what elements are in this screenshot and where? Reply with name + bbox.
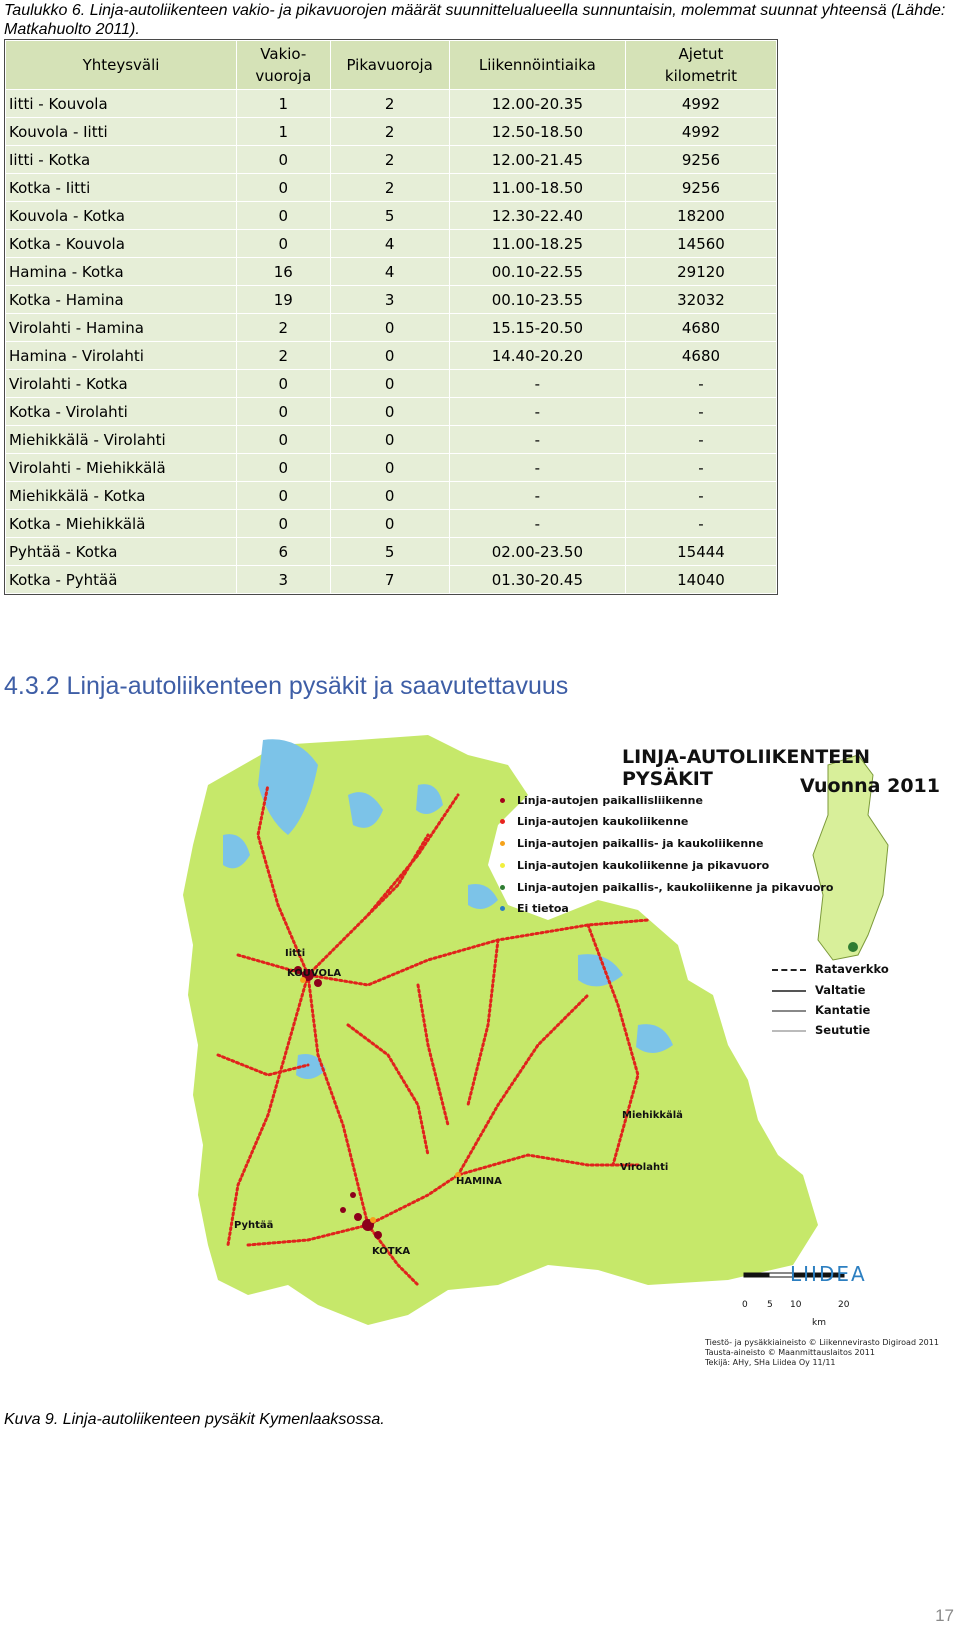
cell-service-hours: - xyxy=(449,454,625,482)
table-row xyxy=(6,286,777,314)
cell-route: Iitti - Kotka xyxy=(6,146,237,174)
table-row xyxy=(6,342,777,370)
cell-route: Kouvola - Kotka xyxy=(6,202,237,230)
table-row xyxy=(6,566,777,594)
place-label: HAMINA xyxy=(456,1176,502,1187)
cell-standard-trips: 3 xyxy=(237,566,331,594)
cell-standard-trips: 19 xyxy=(237,286,331,314)
cell-express-trips: 3 xyxy=(330,286,449,314)
legend-marker xyxy=(500,906,505,911)
cell-express-trips: 0 xyxy=(330,342,449,370)
cell-service-hours: - xyxy=(449,482,625,510)
cell-route: Virolahti - Kotka xyxy=(6,370,237,398)
cell-standard-trips: 0 xyxy=(237,454,331,482)
legend-label: Linja-autojen paikallisliikenne xyxy=(517,794,703,807)
cell-route: Miehikkälä - Virolahti xyxy=(6,426,237,454)
section-heading: 4.3.2 Linja-autoliikenteen pysäkit ja saavutettavuus xyxy=(4,672,569,700)
cell-km: 9256 xyxy=(625,174,776,202)
cell-express-trips: 0 xyxy=(330,510,449,538)
table-row xyxy=(6,146,777,174)
cell-route: Hamina - Virolahti xyxy=(6,342,237,370)
table-row xyxy=(6,258,777,286)
scale-tick: 10 xyxy=(790,1300,802,1310)
scale-unit: km xyxy=(812,1318,826,1328)
cell-standard-trips: 6 xyxy=(237,538,331,566)
place-label: Miehikkälä xyxy=(622,1110,683,1121)
scale-tick: 20 xyxy=(838,1300,850,1310)
cell-standard-trips: 0 xyxy=(237,510,331,538)
place-label: Virolahti xyxy=(620,1162,669,1173)
cell-km: 32032 xyxy=(625,286,776,314)
cell-standard-trips: 0 xyxy=(237,482,331,510)
cell-standard-trips: 0 xyxy=(237,174,331,202)
cell-service-hours: 15.15-20.50 xyxy=(449,314,625,342)
legend-label: Ei tietoa xyxy=(517,902,569,915)
cell-route: Kotka - Kouvola xyxy=(6,230,237,258)
cell-service-hours: 00.10-23.55 xyxy=(449,286,625,314)
table-row xyxy=(6,314,777,342)
map-subtitle: Vuonna 2011 xyxy=(800,775,940,797)
legend-marker xyxy=(500,885,505,890)
map-title: LINJA-AUTOLIIKENTEEN PYSÄKIT xyxy=(622,746,871,790)
cell-km: 14560 xyxy=(625,230,776,258)
kymenlaakso-marker xyxy=(848,942,858,952)
road-legend-line xyxy=(772,990,806,992)
cell-km: 29120 xyxy=(625,258,776,286)
cell-service-hours: 01.30-20.45 xyxy=(449,566,625,594)
cell-service-hours: 00.10-22.55 xyxy=(449,258,625,286)
cell-km: 4680 xyxy=(625,314,776,342)
legend-label: Linja-autojen paikallis- ja kaukoliikenne xyxy=(517,837,764,850)
cell-standard-trips: 0 xyxy=(237,426,331,454)
cell-express-trips: 4 xyxy=(330,258,449,286)
road-legend-label: Seututie xyxy=(815,1023,871,1037)
cell-route: Kotka - Iitti xyxy=(6,174,237,202)
road-legend-line xyxy=(772,1030,806,1032)
cell-km: - xyxy=(625,426,776,454)
cell-km: - xyxy=(625,370,776,398)
map-credit: Tekijä: AHy, SHa Liidea Oy 11/11 xyxy=(705,1358,836,1367)
cell-service-hours: 12.50-18.50 xyxy=(449,118,625,146)
cell-express-trips: 2 xyxy=(330,174,449,202)
cell-service-hours: - xyxy=(449,370,625,398)
cell-service-hours: - xyxy=(449,510,625,538)
cell-express-trips: 7 xyxy=(330,566,449,594)
cell-km: 9256 xyxy=(625,146,776,174)
legend-marker xyxy=(500,819,505,824)
cell-route: Hamina - Kotka xyxy=(6,258,237,286)
cell-route: Virolahti - Hamina xyxy=(6,314,237,342)
figure-caption: Kuva 9. Linja-autoliikenteen pysäkit Kymenlaaksossa. xyxy=(4,1411,385,1428)
road-legend-label: Rataverkko xyxy=(815,962,889,976)
legend-marker xyxy=(500,863,505,868)
table-header-row xyxy=(6,41,777,90)
cell-km: 18200 xyxy=(625,202,776,230)
bus-schedule-table xyxy=(5,40,777,594)
place-label: Pyhtää xyxy=(234,1220,274,1231)
table-row xyxy=(6,174,777,202)
cell-standard-trips: 0 xyxy=(237,230,331,258)
cell-km: - xyxy=(625,398,776,426)
place-label: KOTKA xyxy=(372,1246,411,1257)
liidea-logo: LIIDEA xyxy=(790,1262,867,1286)
cell-express-trips: 0 xyxy=(330,426,449,454)
header-vakiovuoroja: Vakio- vuoroja xyxy=(237,41,331,90)
place-label: Iitti xyxy=(285,948,306,959)
cell-km: - xyxy=(625,482,776,510)
cell-km: 15444 xyxy=(625,538,776,566)
table-row xyxy=(6,510,777,538)
table-row xyxy=(6,370,777,398)
cell-service-hours: - xyxy=(449,426,625,454)
road-legend-label: Valtatie xyxy=(815,983,866,997)
cell-route: Iitti - Kouvola xyxy=(6,90,237,118)
table-row xyxy=(6,398,777,426)
cell-standard-trips: 2 xyxy=(237,342,331,370)
cell-route: Pyhtää - Kotka xyxy=(6,538,237,566)
cell-km: - xyxy=(625,454,776,482)
legend-label: Linja-autojen paikallis-, kaukoliikenne ja pikavuoro xyxy=(517,881,834,894)
cell-standard-trips: 0 xyxy=(237,202,331,230)
scale-tick: 5 xyxy=(767,1300,773,1310)
cell-standard-trips: 1 xyxy=(237,118,331,146)
header-liikennointiaika: Liikennöintiaika xyxy=(449,41,625,90)
cell-express-trips: 2 xyxy=(330,90,449,118)
cell-standard-trips: 0 xyxy=(237,398,331,426)
cell-service-hours: 02.00-23.50 xyxy=(449,538,625,566)
cell-service-hours: 12.00-21.45 xyxy=(449,146,625,174)
cell-express-trips: 0 xyxy=(330,314,449,342)
table-caption: Taulukko 6. Linja-autoliikenteen vakio- ja pikavuorojen määrät suunnittelualueella sunnuntaisin, molemmat suunnat yhteensä (Lähde: Matkahuolto 2011). xyxy=(4,2,946,38)
header-yhteysvali: Yhteysväli xyxy=(6,41,237,90)
table-row xyxy=(6,118,777,146)
cell-km: - xyxy=(625,510,776,538)
road-legend-label: Kantatie xyxy=(815,1003,871,1017)
page-number: 17 xyxy=(935,1606,954,1625)
cell-express-trips: 0 xyxy=(330,482,449,510)
cell-standard-trips: 2 xyxy=(237,314,331,342)
cell-service-hours: 11.00-18.50 xyxy=(449,174,625,202)
place-label: KOUVOLA xyxy=(287,968,342,979)
cell-service-hours: 14.40-20.20 xyxy=(449,342,625,370)
cell-express-trips: 2 xyxy=(330,118,449,146)
cell-standard-trips: 0 xyxy=(237,146,331,174)
cell-express-trips: 0 xyxy=(330,454,449,482)
road-legend-line xyxy=(772,969,806,971)
cell-express-trips: 0 xyxy=(330,398,449,426)
table-row xyxy=(6,230,777,258)
table-row xyxy=(6,426,777,454)
cell-express-trips: 4 xyxy=(330,230,449,258)
cell-service-hours: 11.00-18.25 xyxy=(449,230,625,258)
table-row xyxy=(6,202,777,230)
header-pikavuoroja: Pikavuoroja xyxy=(330,41,449,90)
table-row xyxy=(6,482,777,510)
cell-service-hours: - xyxy=(449,398,625,426)
map-credit: Tiestö- ja pysäkkiaineisto © Liikennevirasto Digiroad 2011 xyxy=(705,1338,939,1347)
road-legend-line xyxy=(772,1010,806,1012)
cell-route: Kouvola - Iitti xyxy=(6,118,237,146)
cell-km: 4992 xyxy=(625,118,776,146)
cell-standard-trips: 1 xyxy=(237,90,331,118)
legend-label: Linja-autojen kaukoliikenne ja pikavuoro xyxy=(517,859,770,872)
cell-route: Kotka - Hamina xyxy=(6,286,237,314)
cell-standard-trips: 0 xyxy=(237,370,331,398)
cell-express-trips: 5 xyxy=(330,202,449,230)
cell-km: 14040 xyxy=(625,566,776,594)
cell-route: Kotka - Miehikkälä xyxy=(6,510,237,538)
cell-route: Miehikkälä - Kotka xyxy=(6,482,237,510)
map-credit: Tausta-aineisto © Maanmittauslaitos 2011 xyxy=(705,1348,875,1357)
legend-marker xyxy=(500,841,505,846)
table-row xyxy=(6,538,777,566)
cell-km: 4992 xyxy=(625,90,776,118)
header-ajetut-kilometrit: Ajetut kilometrit xyxy=(625,41,776,90)
cell-service-hours: 12.30-22.40 xyxy=(449,202,625,230)
scale-tick: 0 xyxy=(742,1300,748,1310)
cell-express-trips: 0 xyxy=(330,370,449,398)
cell-route: Kotka - Virolahti xyxy=(6,398,237,426)
cell-km: 4680 xyxy=(625,342,776,370)
legend-marker xyxy=(500,798,505,803)
table-row xyxy=(6,454,777,482)
table-row xyxy=(6,90,777,118)
cell-route: Virolahti - Miehikkälä xyxy=(6,454,237,482)
cell-standard-trips: 16 xyxy=(237,258,331,286)
cell-express-trips: 2 xyxy=(330,146,449,174)
cell-route: Kotka - Pyhtää xyxy=(6,566,237,594)
legend-label: Linja-autojen kaukoliikenne xyxy=(517,815,689,828)
cell-express-trips: 5 xyxy=(330,538,449,566)
cell-service-hours: 12.00-20.35 xyxy=(449,90,625,118)
